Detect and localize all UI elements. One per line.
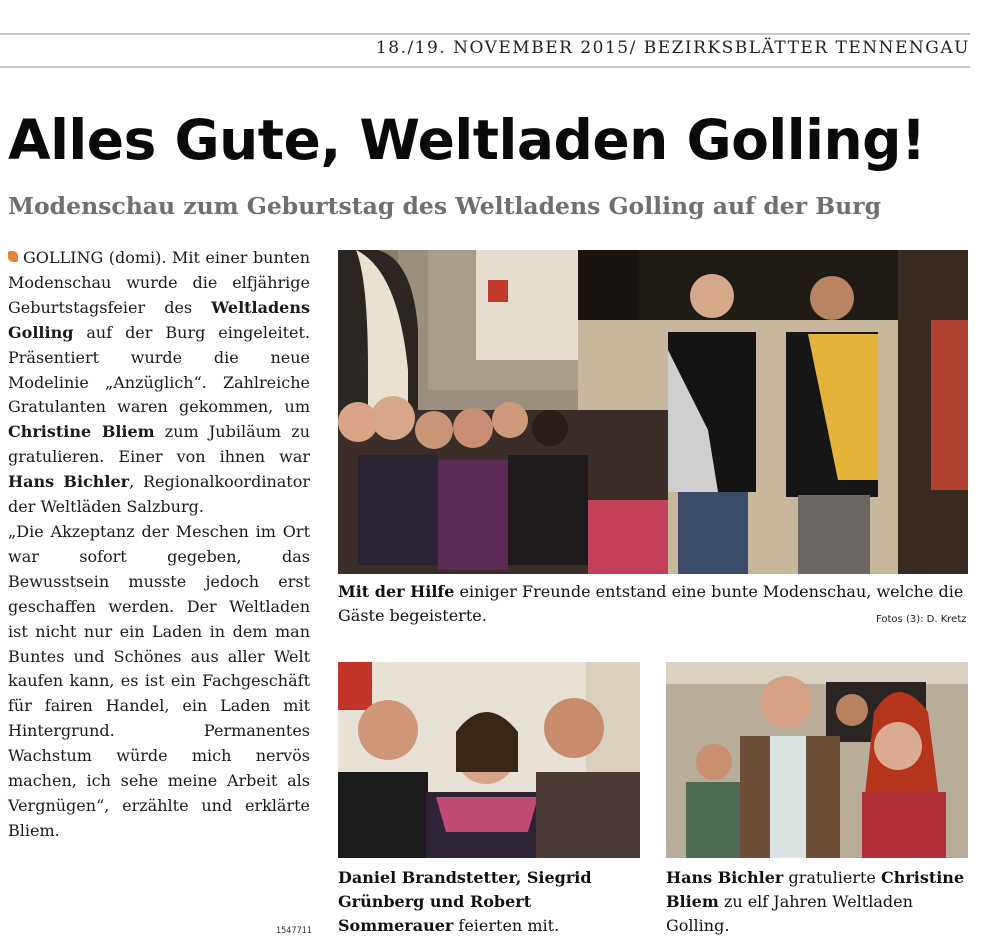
header-rule-bottom bbox=[0, 66, 970, 68]
caption-three-guests: Daniel Brandstetter, Siegrid Grünberg und Robert Sommerauer feierten mit. bbox=[338, 868, 592, 935]
photo-bichler-bliem bbox=[666, 662, 968, 858]
headline: Alles Gute, Weltladen Golling! bbox=[8, 108, 926, 172]
bold-weltladen: Weltladens Golling bbox=[8, 297, 310, 342]
article-body bbox=[8, 246, 310, 844]
article-code: 1547711 bbox=[276, 926, 313, 936]
bold-christine-bliem: Christine Bliem bbox=[8, 422, 155, 442]
subheadline: Modenschau zum Geburtstag des Weltladens Golling auf der Burg bbox=[8, 192, 882, 220]
photo-credit: Fotos (3): D. Kretz bbox=[876, 614, 967, 625]
photo-three-guests bbox=[338, 662, 640, 858]
header-rule-top bbox=[0, 33, 970, 35]
article-paragraph-1: GOLLING (domi). Mit einer bunten Modenschau wurde die elfjährige Geburtstagsfeier des Weltladens Golling auf der Burg eingeleitet. Präsentiert wurde die neue Modelinie „Anzüglich“. Zahlreiche Gratulanten waren gekommen, um Christine Bliem zum Jubiläum zu gratulieren. Einer von ihnen war Hans Bichler, Regionalkoordinator der Weltläden Salzburg. bbox=[8, 248, 311, 517]
photo-fashion-show bbox=[338, 250, 968, 574]
bold-hans-bichler: Hans Bichler bbox=[8, 472, 130, 492]
dateline: 18./19. NOVEMBER 2015/ BEZIRKSBLÄTTER TENNENGAU bbox=[375, 38, 970, 58]
bullet-marker-icon bbox=[8, 251, 18, 262]
article-paragraph-2: „Die Akzeptanz der Meschen im Ort war sofort gegeben, das Bewusstsein musste jedoch erst geschaffen werden. Der Weltladen ist nicht nur ein Laden in dem man Buntes und Schönes aus aller Welt kaufen kann, es ist ein Fachgeschäft für fairen Handel, ein Laden mit Hintergrund. Permanentes Wachstum würde mich nervös machen, ich sehe meine Arbeit als Vergnügen“, erzählte und erklärte Bliem. bbox=[8, 521, 310, 840]
caption-fashion-show: Mit der Hilfe einiger Freunde entstand eine bunte Modenschau, welche die Gäste begeisterte. bbox=[338, 582, 964, 625]
caption-bichler-bliem: Hans Bichler gratulierte Christine Bliem zu elf Jahren Weltladen Golling. bbox=[666, 868, 965, 935]
